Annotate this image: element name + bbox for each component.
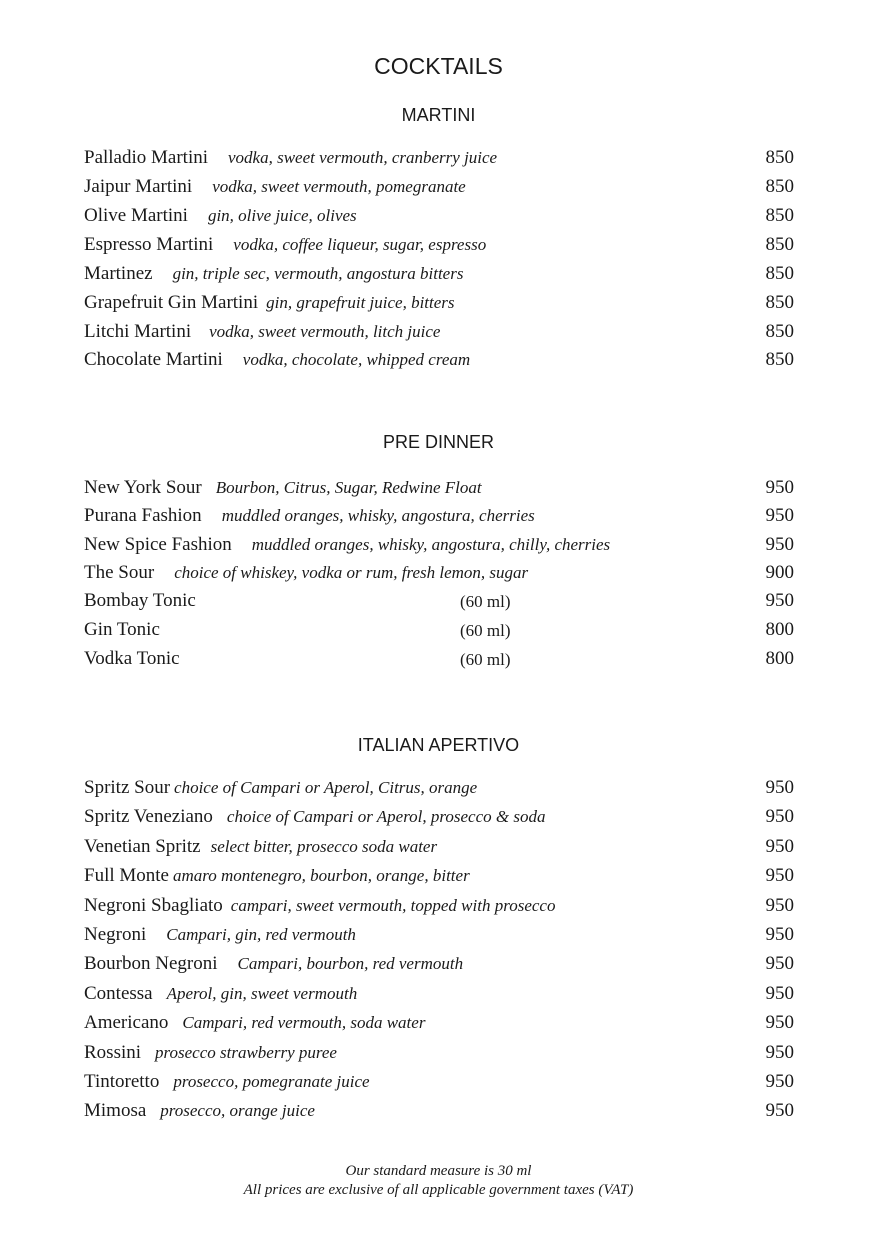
item-price: 950 [765, 1071, 794, 1092]
item-price: 850 [765, 234, 794, 255]
section-heading: PRE DINNER [382, 432, 494, 452]
item-price: 950 [765, 1100, 794, 1121]
item-price: 850 [765, 147, 794, 168]
item-name: Spritz Sour [84, 777, 171, 798]
item-name: Negroni [84, 924, 147, 945]
item-price: 850 [765, 349, 794, 370]
footer-tax-note: All prices are exclusive of all applicable government taxes (VAT) [243, 1182, 634, 1198]
menu-item [84, 648, 794, 672]
item-name: Tintoretto [84, 1071, 160, 1092]
item-description: Campari, bourbon, red vermouth [237, 954, 464, 973]
item-description: prosecco, orange juice [160, 1101, 315, 1120]
item-description: Campari, red vermouth, soda water [182, 1013, 426, 1032]
menu-item [84, 1012, 794, 1036]
menu-item [84, 534, 794, 558]
menu-item [84, 205, 794, 229]
item-description: campari, sweet vermouth, topped with prosecco [230, 896, 556, 915]
item-price: 950 [765, 777, 794, 798]
item-price: 950 [765, 953, 794, 974]
item-name: Palladio Martini [84, 147, 209, 168]
item-name: Espresso Martini [84, 234, 214, 255]
item-description: vodka, sweet vermouth, litch juice [209, 322, 441, 341]
item-name: Gin Tonic [84, 619, 160, 640]
menu-item [84, 234, 794, 258]
item-description: select bitter, prosecco soda water [210, 837, 438, 856]
menu-item [84, 806, 794, 830]
item-price: 850 [765, 321, 794, 342]
item-description: vodka, chocolate, whipped cream [242, 350, 471, 369]
item-name: Mimosa [84, 1100, 147, 1121]
item-name: Litchi Martini [84, 321, 192, 342]
item-name: Americano [84, 1012, 169, 1033]
item-description: muddled oranges, whisky, angostura, chilly, cherries [251, 535, 611, 554]
item-measure: (60 ml) [460, 592, 511, 611]
item-name: New York Sour [84, 477, 202, 498]
item-name: Grapefruit Gin Martini [84, 292, 259, 313]
item-price: 850 [765, 263, 794, 284]
item-price: 850 [765, 292, 794, 313]
item-description: vodka, coffee liqueur, sugar, espresso [233, 235, 487, 254]
item-price: 800 [765, 619, 794, 640]
menu-item [84, 505, 794, 529]
item-name: Bombay Tonic [84, 590, 196, 611]
item-description: Aperol, gin, sweet vermouth [166, 984, 358, 1003]
item-name: Bourbon Negroni [84, 953, 218, 974]
item-description: vodka, sweet vermouth, pomegranate [212, 177, 466, 196]
item-description: gin, olive juice, olives [207, 206, 357, 225]
item-name: Martinez [84, 263, 153, 284]
item-name: Jaipur Martini [84, 176, 193, 197]
item-name: Negroni Sbagliato [84, 895, 223, 916]
item-name: Chocolate Martini [84, 349, 223, 370]
menu-item [84, 777, 794, 801]
item-description: prosecco, pomegranate juice [173, 1072, 370, 1091]
item-name: New Spice Fashion [84, 534, 232, 555]
menu-item [84, 865, 794, 889]
item-price: 950 [765, 836, 794, 857]
menu-item [84, 953, 794, 977]
item-description: choice of whiskey, vodka or rum, fresh lemon, sugar [174, 563, 529, 582]
item-description: gin, grapefruit juice, bitters [266, 293, 455, 312]
item-price: 850 [765, 205, 794, 226]
item-price: 950 [765, 865, 794, 886]
item-description: choice of Campari or Aperol, Citrus, orange [174, 778, 478, 797]
item-price: 950 [765, 1012, 794, 1033]
section-heading: MARTINI [401, 105, 476, 125]
menu-item [84, 924, 794, 948]
item-price: 950 [765, 1042, 794, 1063]
menu-item [84, 895, 794, 919]
item-price: 950 [765, 895, 794, 916]
menu-item [84, 619, 794, 643]
item-name: Purana Fashion [84, 505, 202, 526]
menu-item [84, 321, 794, 345]
item-price: 950 [765, 477, 794, 498]
item-description: Bourbon, Citrus, Sugar, Redwine Float [215, 478, 482, 497]
item-description: vodka, sweet vermouth, cranberry juice [228, 148, 498, 167]
menu-item [84, 1042, 794, 1066]
item-price: 850 [765, 176, 794, 197]
menu-item [84, 1100, 794, 1124]
menu-title: COCKTAILS [374, 53, 503, 79]
item-measure: (60 ml) [460, 650, 511, 669]
menu-item [84, 590, 794, 614]
menu-item [84, 263, 794, 287]
item-name: Rossini [84, 1042, 142, 1063]
menu-item [84, 349, 794, 373]
menu-item [84, 1071, 794, 1095]
item-name: Vodka Tonic [84, 648, 180, 669]
item-price: 800 [765, 648, 794, 669]
item-price: 950 [765, 505, 794, 526]
menu-item [84, 292, 794, 316]
item-price: 900 [765, 562, 794, 583]
menu-item [84, 562, 794, 586]
item-price: 950 [765, 983, 794, 1004]
item-price: 950 [765, 590, 794, 611]
item-name: The Sour [84, 562, 155, 583]
item-price: 950 [765, 806, 794, 827]
menu-item [84, 983, 794, 1007]
item-description: amaro montenegro, bourbon, orange, bitter [172, 866, 470, 885]
item-name: Spritz Veneziano [84, 806, 213, 827]
item-description: Campari, gin, red vermouth [166, 925, 356, 944]
section-heading: ITALIAN APERTIVO [357, 735, 520, 755]
item-name: Contessa [84, 983, 153, 1004]
menu-item [84, 176, 794, 200]
item-description: muddled oranges, whisky, angostura, cherries [221, 506, 535, 525]
item-description: choice of Campari or Aperol, prosecco & soda [226, 807, 546, 826]
item-name: Full Monte [84, 865, 169, 886]
item-price: 950 [765, 534, 794, 555]
item-description: gin, triple sec, vermouth, angostura bitters [172, 264, 464, 283]
menu-item [84, 477, 794, 501]
menu-footer [0, 1162, 877, 1200]
item-description: prosecco strawberry puree [155, 1043, 337, 1062]
menu-item [84, 836, 794, 860]
item-measure: (60 ml) [460, 621, 511, 640]
item-name: Venetian Spritz [84, 836, 201, 857]
item-name: Olive Martini [84, 205, 188, 226]
footer-measure-note: Our standard measure is 30 ml [345, 1163, 532, 1179]
item-price: 950 [765, 924, 794, 945]
menu-item [84, 147, 794, 171]
